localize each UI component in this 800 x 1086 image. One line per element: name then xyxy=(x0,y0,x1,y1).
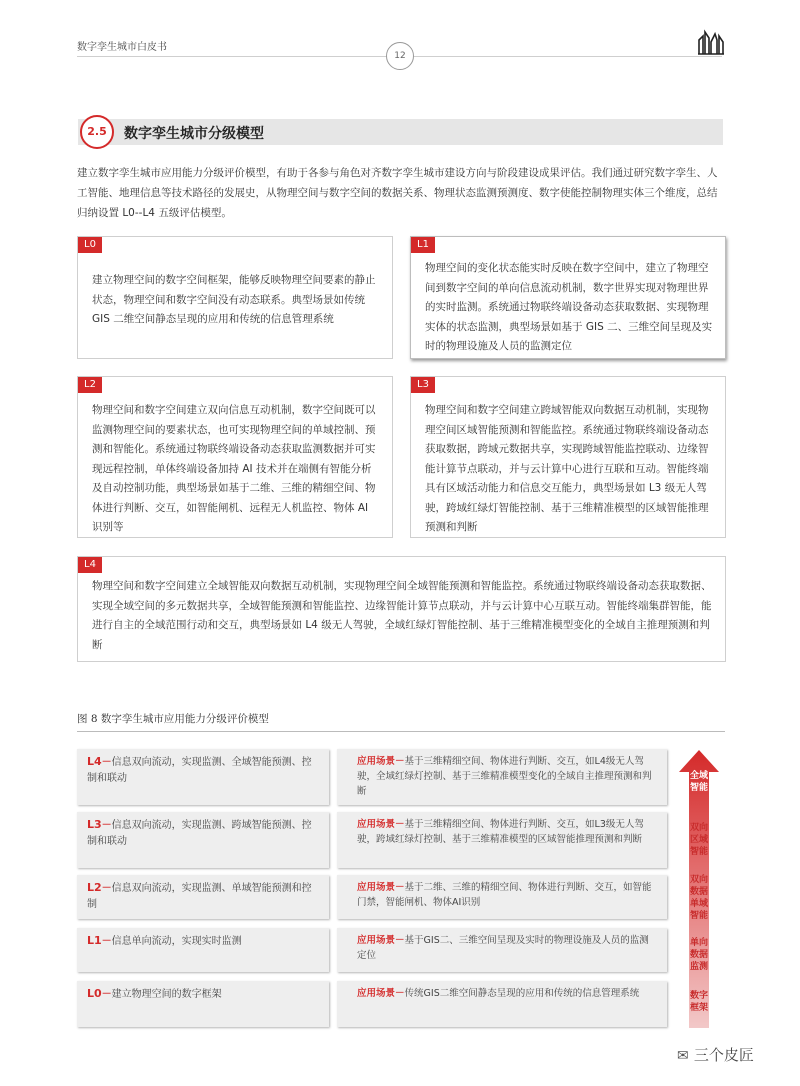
scene-desc: 基于二维、三维的精细空间、物体进行判断、交互，如智能门禁，智能闸机、物体AI识别 xyxy=(357,882,652,908)
header-title: 数字孪生城市白皮书 xyxy=(77,42,167,53)
level-description: 物理空间和数字空间建立双向信息互动机制，数字空间既可以监测物理空间的要素状态，也可实现物理空间的单域控制、预测和智能化。系统通过物联终端设备动态获取监测数据并可实现远程控制，单体终端设备加持 AI 技术并在端侧有智能分析及自动控制功能，典型场景如基于二维、三维的精细空间、物体进行判断、交互，如智能闸机、远程无人机监控、物体 AI 识别等 xyxy=(92,404,376,533)
figure-dash: － xyxy=(101,757,112,768)
scene-desc: 基于GIS二、三维空间呈现及实时的物理设施及人员的监测定位 xyxy=(357,935,649,961)
figure-row-l2-scene xyxy=(337,875,667,919)
figure-row-l4-scene xyxy=(337,749,667,805)
figure-level: L3 xyxy=(87,818,102,831)
wechat-icon: ✉ xyxy=(677,1048,689,1064)
scene-label: 应用场景 xyxy=(357,819,396,830)
arrow-label: 双向区域智能 xyxy=(690,823,709,857)
figure-dash: － xyxy=(101,936,112,947)
page-number: 12 xyxy=(386,42,414,70)
level-tag: L3 xyxy=(411,377,435,393)
scene-label: 应用场景 xyxy=(357,882,396,893)
arrow-label: 单向数据监测 xyxy=(690,938,709,972)
figure-dash: － xyxy=(101,883,112,894)
figure-row-l1-summary xyxy=(77,928,329,972)
figure-dash: － xyxy=(101,989,112,1000)
figure-level: L2 xyxy=(87,881,102,894)
intro-paragraph: 建立数字孪生城市应用能力分级评价模型，有助于各参与角色对齐数字孪生城市建设方向与阶段建设成果评估。我们通过研究数字孪生、人工智能、地理信息等技术路径的发展史，从物理空间与数字空间的数据关系、物理状态监测预测度、数字使能控制物理实体三个维度，总结归纳设置 L0--L4 五级评估模型。 xyxy=(77,167,718,219)
figure-caption: 图 8 数字孪生城市应用能力分级评价模型 xyxy=(77,713,269,725)
section-title: 数字孪生城市分级模型 xyxy=(124,126,264,142)
level-tag: L0 xyxy=(78,237,102,253)
level-tag: L4 xyxy=(78,557,102,573)
figure-dash: － xyxy=(101,820,112,831)
scene-label: 应用场景 xyxy=(357,988,396,999)
scene-desc: 基于三维精细空间、物体进行判断、交互，如L4级无人驾驶，全域红绿灯控制、基于三维精准模型变化的全域自主推理预测和判断 xyxy=(357,756,652,797)
level-description: 物理空间和数字空间建立全域智能双向数据互动机制，实现物理空间全域智能预测和智能监控。系统通过物联终端设备动态获取数据、实现全域空间的多元数据共享，全域智能预测和智能监控、边缘智能计算节点联动，并与云计算中心互联互动。智能终端集群智能，能进行自主的全域范围行动和交互，典型场景如 L4 级无人驾驶，全域红绿灯智能控制、基于三维精准模型变化的全域自主推理预测和判断 xyxy=(92,580,712,651)
figure-level: L1 xyxy=(87,934,102,947)
figure-level-desc: 建立物理空间的数字框架 xyxy=(111,989,222,1000)
arrow-label: 数字框架 xyxy=(690,991,709,1013)
figure-row-l2-summary xyxy=(77,875,329,919)
section-number: 2.5 xyxy=(80,115,114,149)
city-skyline-logo-icon xyxy=(697,28,725,56)
scene-desc: 传统GIS二维空间静态呈现的应用和传统的信息管理系统 xyxy=(404,988,640,999)
figure-row-l0-summary xyxy=(77,981,329,1027)
level-box-l4 xyxy=(77,556,726,662)
scene-label: 应用场景 xyxy=(357,935,396,946)
level-box-l2 xyxy=(77,376,393,538)
figure-dash: － xyxy=(395,935,405,946)
figure-level: L0 xyxy=(87,987,102,1000)
watermark xyxy=(677,1044,754,1065)
arrow-label: 全域智能 xyxy=(690,771,709,793)
level-tag: L2 xyxy=(78,377,102,393)
level-box-l0 xyxy=(77,236,393,359)
figure-level-desc: 信息双向流动，实现监测、单域智能预测和控制 xyxy=(87,883,312,910)
scene-label: 应用场景 xyxy=(357,756,396,767)
figure-level-desc: 信息双向流动，实现监测、跨域智能预测、控制和联动 xyxy=(87,820,312,847)
arrow-label: 双向数据单域智能 xyxy=(690,875,709,921)
figure-dash: － xyxy=(395,819,405,830)
figure-dash: － xyxy=(395,882,405,893)
level-box-l1 xyxy=(410,236,726,359)
watermark-text: 三个皮匠 xyxy=(693,1046,754,1064)
level-box-l3 xyxy=(410,376,726,538)
figure-level-desc: 信息单向流动，实现实时监测 xyxy=(111,936,242,947)
figure-dash: － xyxy=(395,988,405,999)
figure-row-l1-scene xyxy=(337,928,667,972)
figure-row-l3-summary xyxy=(77,812,329,868)
level-description: 物理空间的变化状态能实时反映在数字空间中，建立了物理空间到数字空间的单向信息流动机制，数字世界实现对物理世界的实时监测。系统通过物联终端设备动态获取数据、实现物理实体的状态监测，典型场景如基于 GIS 二、三维空间呈现及实时的物理设施及人员的监测定位 xyxy=(425,262,713,352)
figure-dash: － xyxy=(395,756,405,767)
figure-divider xyxy=(77,731,725,732)
level-description: 建立物理空间的数字空间框架，能够反映物理空间要素的静止状态，物理空间和数字空间没有动态联系。典型场景如传统 GIS 二维空间静态呈现的应用和传统的信息管理系统 xyxy=(92,274,376,325)
figure-row-l4-summary xyxy=(77,749,329,805)
level-tag: L1 xyxy=(411,237,435,253)
figure-row-l3-scene xyxy=(337,812,667,868)
figure-level-desc: 信息双向流动，实现监测、全域智能预测、控制和联动 xyxy=(87,757,312,784)
figure-level: L4 xyxy=(87,755,102,768)
figure-row-l0-scene xyxy=(337,981,667,1027)
scene-desc: 基于三维精细空间、物体进行判断、交互，如L3级无人驾驶，跨域红绿灯控制、基于三维精准模型的区域智能推理预测和判断 xyxy=(357,819,644,845)
level-description: 物理空间和数字空间建立跨域智能双向数据互动机制，实现物理空间区域智能预测和智能监控。系统通过物联终端设备动态获取数据，跨域元数据共享，实现跨域智能监控联动、边缘智能计算节点联动，并与云计算中心进行互联和互动。智能终端具有区域活动能力和信息交互能力，典型场景如 L3 级无人驾驶，跨域红绿灯智能控制、基于三维精准模型的区域智能推理预测和判断 xyxy=(425,404,709,533)
